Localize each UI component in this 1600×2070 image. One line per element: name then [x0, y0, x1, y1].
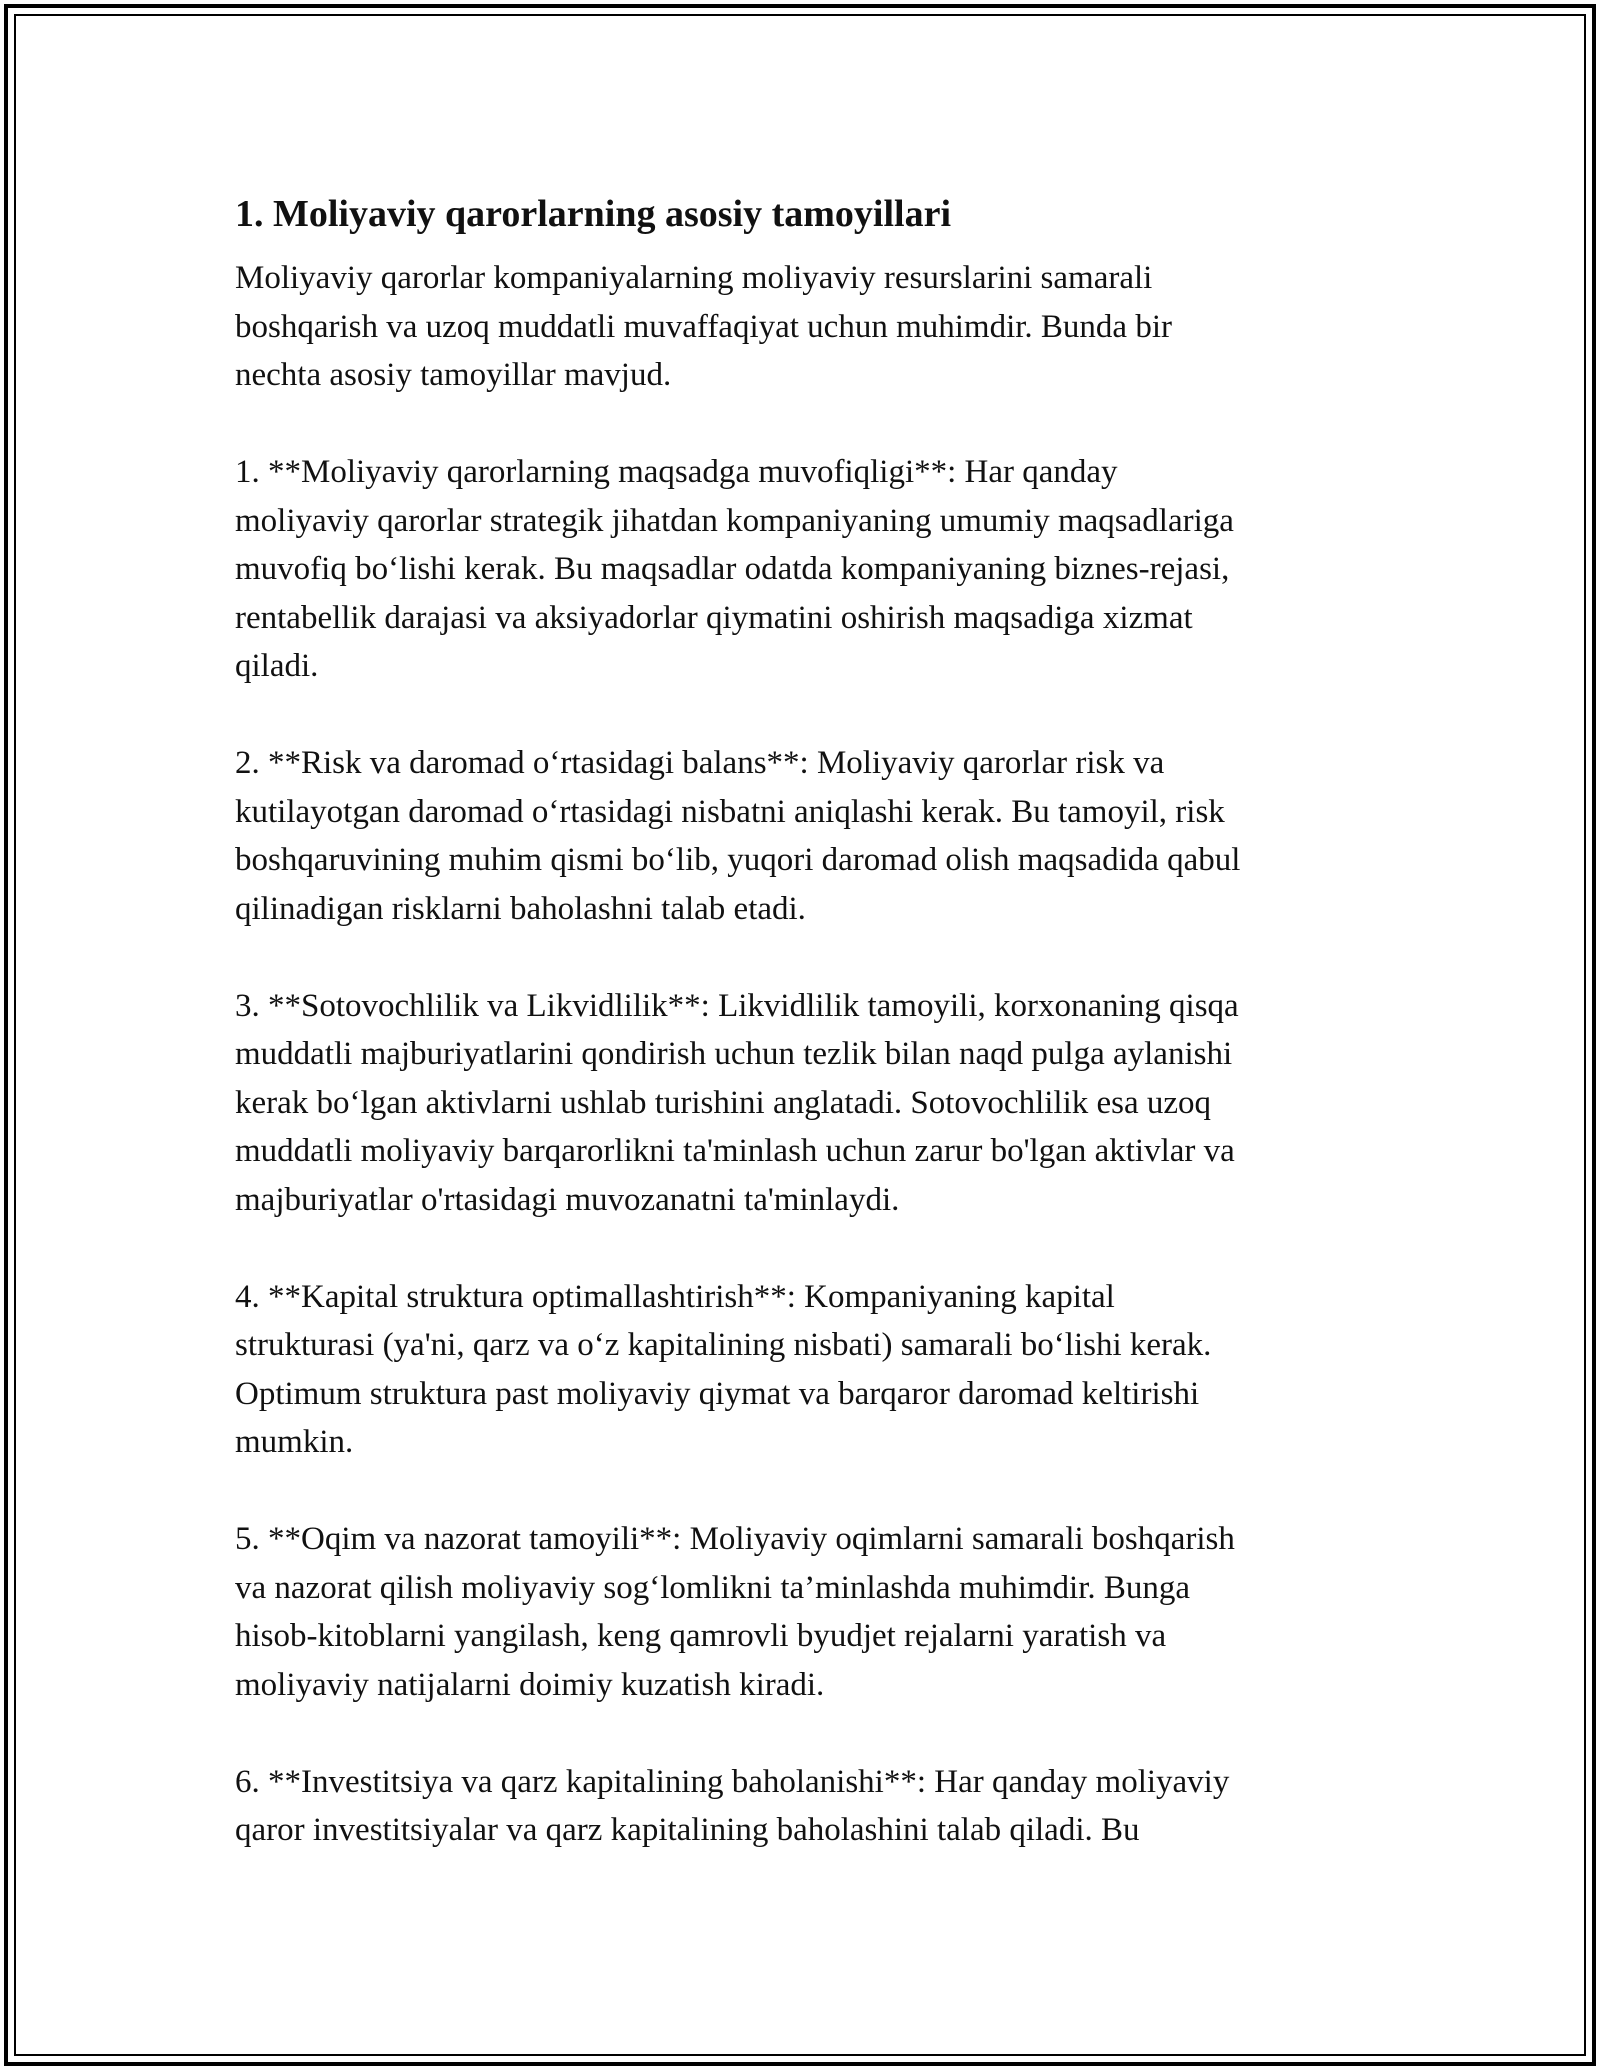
text-line: 3. **Sotovochlilik va Likvidlilik**: Likvidlilik tamoyili, korxonaning qisqa	[235, 987, 1239, 1024]
text-line: Optimum struktura past moliyaviy qiymat va barqaror daromad keltirishi	[235, 1375, 1200, 1412]
text-line: Moliyaviy qarorlar kompaniyalarning moliyaviy resurslarini samarali	[235, 260, 1153, 296]
text-line: strukturasi (ya'ni, qarz va o‘z kapitalining nisbati) samarali bo‘lishi kerak.	[235, 1327, 1212, 1363]
text-line: rentabellik darajasi va aksiyadorlar qiymatini oshirish maqsadiga xizmat	[235, 599, 1193, 636]
text-line: hisob-kitoblarni yangilash, keng qamrovli byudjet rejalarni yaratish va	[235, 1618, 1167, 1654]
text-line: moliyaviy natijalarni doimiy kuzatish kiradi.	[235, 1666, 825, 1703]
principle-5-paragraph	[235, 1515, 1365, 1709]
text-line: qiladi.	[235, 648, 319, 684]
text-line: muvofiq bo‘lishi kerak. Bu maqsadlar odatda kompaniyaning biznes-rejasi,	[235, 551, 1230, 587]
text-line: mumkin.	[235, 1424, 354, 1460]
text-line: muddatli moliyaviy barqarorlikni ta'minlash uchun zarur bo'lgan aktivlar va	[235, 1133, 1235, 1169]
text-line: 2. **Risk va daromad o‘rtasidagi balans**: Moliyaviy qarorlar risk va	[235, 745, 1165, 781]
text-line: majburiyatlar o'rtasidagi muvozanatni ta'minlaydi.	[235, 1181, 900, 1218]
text-line: muddatli majburiyatlarini qondirish uchun tezlik bilan naqd pulga aylanishi	[235, 1036, 1233, 1072]
text-line: va nazorat qilish moliyaviy sog‘lomlikni ta’minlashda muhimdir. Bunga	[235, 1569, 1191, 1606]
document-body	[235, 186, 1365, 1855]
text-line: 6. **Investitsiya va qarz kapitalining baholanishi**: Har qanday moliyaviy	[235, 1763, 1230, 1800]
text-line: qaror investitsiyalar va qarz kapitalining baholashini talab qiladi. Bu	[235, 1812, 1140, 1848]
text-line: boshqaruvining muhim qismi bo‘lib, yuqori daromad olish maqsadida qabul	[235, 842, 1241, 878]
principle-3-paragraph	[235, 982, 1365, 1225]
principle-2-paragraph	[235, 739, 1365, 933]
text-line: moliyaviy qarorlar strategik jihatdan kompaniyaning umumiy maqsadlariga	[235, 502, 1234, 539]
text-line: boshqarish va uzoq muddatli muvaffaqiyat uchun muhimdir. Bunda bir	[235, 308, 1172, 345]
intro-paragraph	[235, 254, 1365, 400]
text-line: qilinadigan risklarni baholashni talab etadi.	[235, 890, 806, 927]
text-line: 1. **Moliyaviy qarorlarning maqsadga muvofiqligi**: Har qanday	[235, 454, 1118, 490]
principle-6-paragraph	[235, 1758, 1365, 1855]
text-line: 4. **Kapital struktura optimallashtirish**: Kompaniyaning kapital	[235, 1278, 1115, 1315]
text-line: kutilayotgan daromad o‘rtasidagi nisbatni aniqlashi kerak. Bu tamoyil, risk	[235, 793, 1225, 830]
principle-4-paragraph	[235, 1273, 1365, 1467]
principle-1-paragraph	[235, 448, 1365, 691]
text-line: nechta asosiy tamoyillar mavjud.	[235, 357, 672, 393]
text-line: 5. **Oqim va nazorat tamoyili**: Moliyaviy oqimlarni samarali boshqarish	[235, 1521, 1235, 1557]
page-title: 1. Moliyaviy qarorlarning asosiy tamoyillari	[235, 193, 952, 235]
text-line: kerak bo‘lgan aktivlarni ushlab turishini anglatadi. Sotovochlilik esa uzoq	[235, 1084, 1212, 1121]
